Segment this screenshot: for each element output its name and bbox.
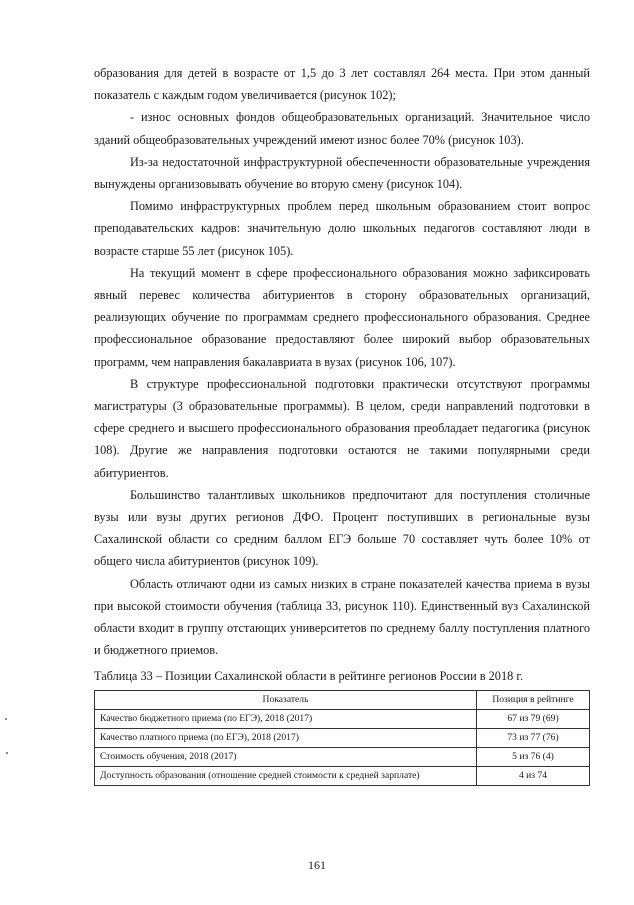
- table-header-position: Позиция в рейтинге: [477, 691, 590, 710]
- table-cell-indicator: Доступность образования (отношение средней стоимости к средней зарплате): [95, 767, 477, 786]
- paragraph-1: образования для детей в возрасте от 1,5 до 3 лет составлял 264 места. При этом данный показатель с каждым годом увеличивается (рисунок 102);: [94, 66, 590, 103]
- table-cell-position: 73 из 77 (76): [477, 729, 590, 748]
- paragraph-5: На текущий момент в сфере профессионального образования можно зафиксировать явный перевес количества абитуриентов в сторону образовательных организаций, реализующих обучение по программам среднего профессионального образования. Среднее профессиональное образование предоставляют более широкий выбор образовательных программ, чем направления бакалавриата в вузах (рисунок 106, 107).: [94, 265, 590, 369]
- table-caption: Таблица 33 – Позиции Сахалинской области в рейтинге регионов России в 2018 г.: [94, 669, 524, 684]
- table-cell-position: 5 из 76 (4): [477, 748, 590, 767]
- paragraph-6: В структуре профессиональной подготовки практически отсутствуют программы магистратуры (3 образовательные программы). В целом, среди направлений подготовки в сфере среднего и высшего профессионального образования преобладает педагогика (рисунок 108). Другие же направления подготовки остаются не такими популярными среди абитуриентов.: [94, 376, 590, 480]
- table-row: [95, 748, 590, 767]
- table-cell-position: 67 из 79 (69): [477, 710, 590, 729]
- table-cell-indicator: Качество бюджетного приема (по ЕГЭ), 2018 (2017): [95, 710, 477, 729]
- table-row: [95, 729, 590, 748]
- table-header-indicator: Показатель: [95, 691, 477, 710]
- paragraph-4: Помимо инфраструктурных проблем перед школьным образованием стоит вопрос преподавательских кадров: значительную долю школьных педагогов составляют люди в возрасте старше 55 лет (рисунок 105).: [94, 199, 590, 258]
- table-cell-indicator: Качество платного приема (по ЕГЭ), 2018 (2017): [95, 729, 477, 748]
- paragraph-2: - износ основных фондов общеобразовательных организаций. Значительное число зданий общеобразовательных учреждений имеют износ более 70% (рисунок 103).: [94, 110, 590, 147]
- ranking-table: [94, 690, 590, 786]
- scan-speck: [5, 718, 7, 720]
- page-number: 161: [308, 858, 326, 872]
- table-row: [95, 710, 590, 729]
- table-row: [95, 767, 590, 786]
- document-page: [94, 62, 590, 786]
- scan-speck: [6, 752, 8, 754]
- table-cell-position: 4 из 74: [477, 767, 590, 786]
- paragraph-8: Область отличают одни из самых низких в стране показателей качества приема в вузы при высокой стоимости обучения (таблица 33, рисунок 110). Единственный вуз Сахалинской области входит в группу отстающих университетов по среднему баллу поступления платного и бюджетного приемов.: [94, 576, 590, 658]
- paragraph-3: Из-за недостаточной инфраструктурной обеспеченности образовательные учреждения вынуждены организовывать обучение во вторую смену (рисунок 104).: [94, 154, 590, 192]
- table-cell-indicator: Стоимость обучения, 2018 (2017): [95, 748, 477, 767]
- paragraph-7: Большинство талантливых школьников предпочитают для поступления столичные вузы или вузы других регионов ДФО. Процент поступивших в региональные вузы Сахалинской области со средним баллом ЕГЭ больше 70 составляет чуть более 10% от общего числа абитуриентов (рисунок 109).: [94, 487, 590, 569]
- table-header-row: [95, 691, 590, 710]
